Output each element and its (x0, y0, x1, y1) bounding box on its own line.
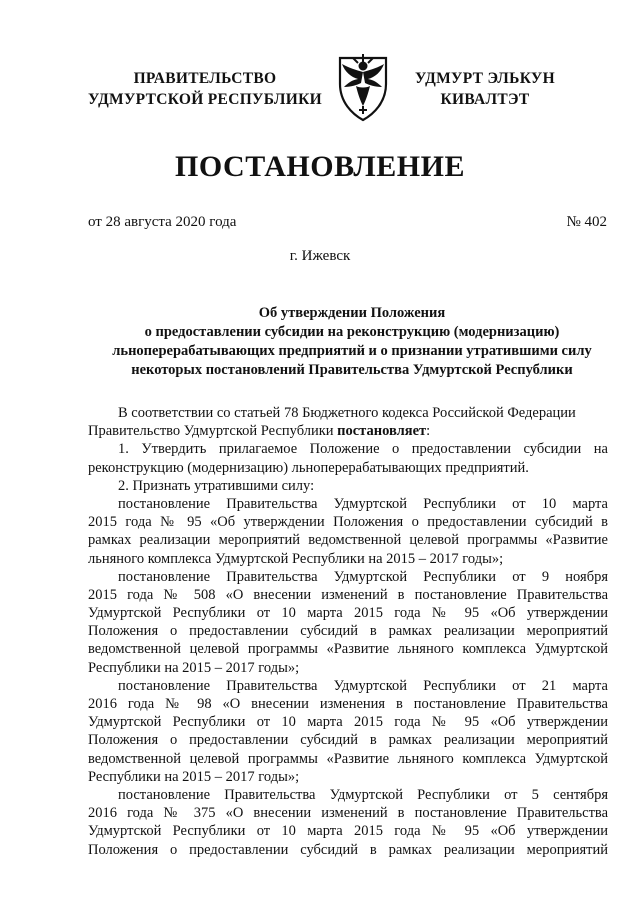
body-line: постановление Правительства Удмуртской Республики от 10 марта (118, 495, 608, 512)
document-city: г. Ижевск (289, 248, 351, 264)
body-line: Республики на 2015 – 2017 годы»; (88, 659, 300, 676)
body-line: льняного комплекса Удмуртской Республики на 2015 – 2017 годы»; (88, 550, 504, 567)
resolution-title-line: льноперерабатывающих предприятий и о признании утратившими силу (112, 343, 592, 359)
body-line: 2015 года № 508 «О внесении изменений в постановление Правительства (88, 586, 608, 603)
body-line: постановление Правительства Удмуртской Республики от 5 сентября (118, 786, 608, 803)
document-date: от 28 августа 2020 года (88, 214, 237, 230)
body-line: рамках реализации мероприятий ведомственной целевой программы «Развитие (88, 532, 608, 549)
resolution-title-line: некоторых постановлений Правительства Удмуртской Республики (131, 362, 573, 378)
body-line: Республики на 2015 – 2017 годы»; (88, 768, 300, 785)
body-line: 2016 года № 375 «О внесении изменений в постановление Правительства (88, 805, 608, 822)
body-line: Положения о предоставлении субсидий в рамках реализации мероприятий (88, 841, 608, 858)
body-line: 2016 года № 98 «О внесении изменения в постановление Правительства (88, 696, 608, 712)
body-line: постановление Правительства Удмуртской Республики от 9 ноября (118, 568, 608, 585)
body-line: постановление Правительства Удмуртской Республики от 21 марта (118, 677, 608, 694)
document-number: № 402 (566, 214, 607, 230)
resolution-title-line: Об утверждении Положения (258, 305, 446, 321)
body-line: реконструкцию (модернизацию) льноперерабатывающих предприятий. (88, 459, 529, 476)
body-line: Удмуртской Республики от 10 марта 2015 года № 95 «Об утверждении (88, 605, 608, 622)
body-line: 1. Утвердить прилагаемое Положение о предоставлении субсидии на (118, 441, 608, 458)
body-line: ведомственной целевой программы «Развитие льняного комплекса Удмуртской (88, 750, 608, 767)
body-line: Удмуртской Республики от 10 марта 2015 года № 95 «Об утверждении (88, 823, 608, 840)
header-left-line2: УДМУРТСКОЙ РЕСПУБЛИКИ (87, 91, 322, 108)
body-line (88, 422, 608, 440)
header-left-line1: ПРАВИТЕЛЬСТВО (133, 70, 277, 87)
body-line: 2. Признать утратившими силу: (118, 477, 315, 494)
body-line: Положения о предоставлении субсидий в рамках реализации мероприятий (88, 623, 608, 640)
body-text-span: Правительство Удмуртской Республики (88, 423, 338, 440)
body-line: ведомственной целевой программы «Развитие льняного комплекса Удмуртской (88, 641, 608, 658)
resolution-title-line: о предоставлении субсидии на реконструкцию (модернизацию) (144, 324, 560, 340)
document-body (88, 404, 608, 859)
body-text-span: : (426, 423, 431, 440)
body-line: Положения о предоставлении субсидий в рамках реализации мероприятий (88, 732, 608, 749)
header-left (75, 68, 335, 110)
body-line: Удмуртской Республики от 10 марта 2015 года № 95 «Об утверждении (88, 714, 608, 731)
body-line: 2015 года № 95 «Об утверждении Положения о предоставлении субсидий в (88, 514, 608, 531)
resolution-title (100, 304, 604, 380)
header-right-line2: КИВАЛТЭТ (440, 91, 530, 108)
resolves-keyword: постановляет (337, 423, 427, 440)
header-right-line1: УДМУРТ ЭЛЬКУН (415, 70, 555, 87)
document-type-title: ПОСТАНОВЛЕНИЕ (175, 150, 465, 183)
header-right (410, 68, 560, 110)
udmurt-coat-of-arms-icon (334, 50, 392, 122)
body-line: В соответствии со статьей 78 Бюджетного кодекса Российской Федерации (118, 405, 576, 421)
